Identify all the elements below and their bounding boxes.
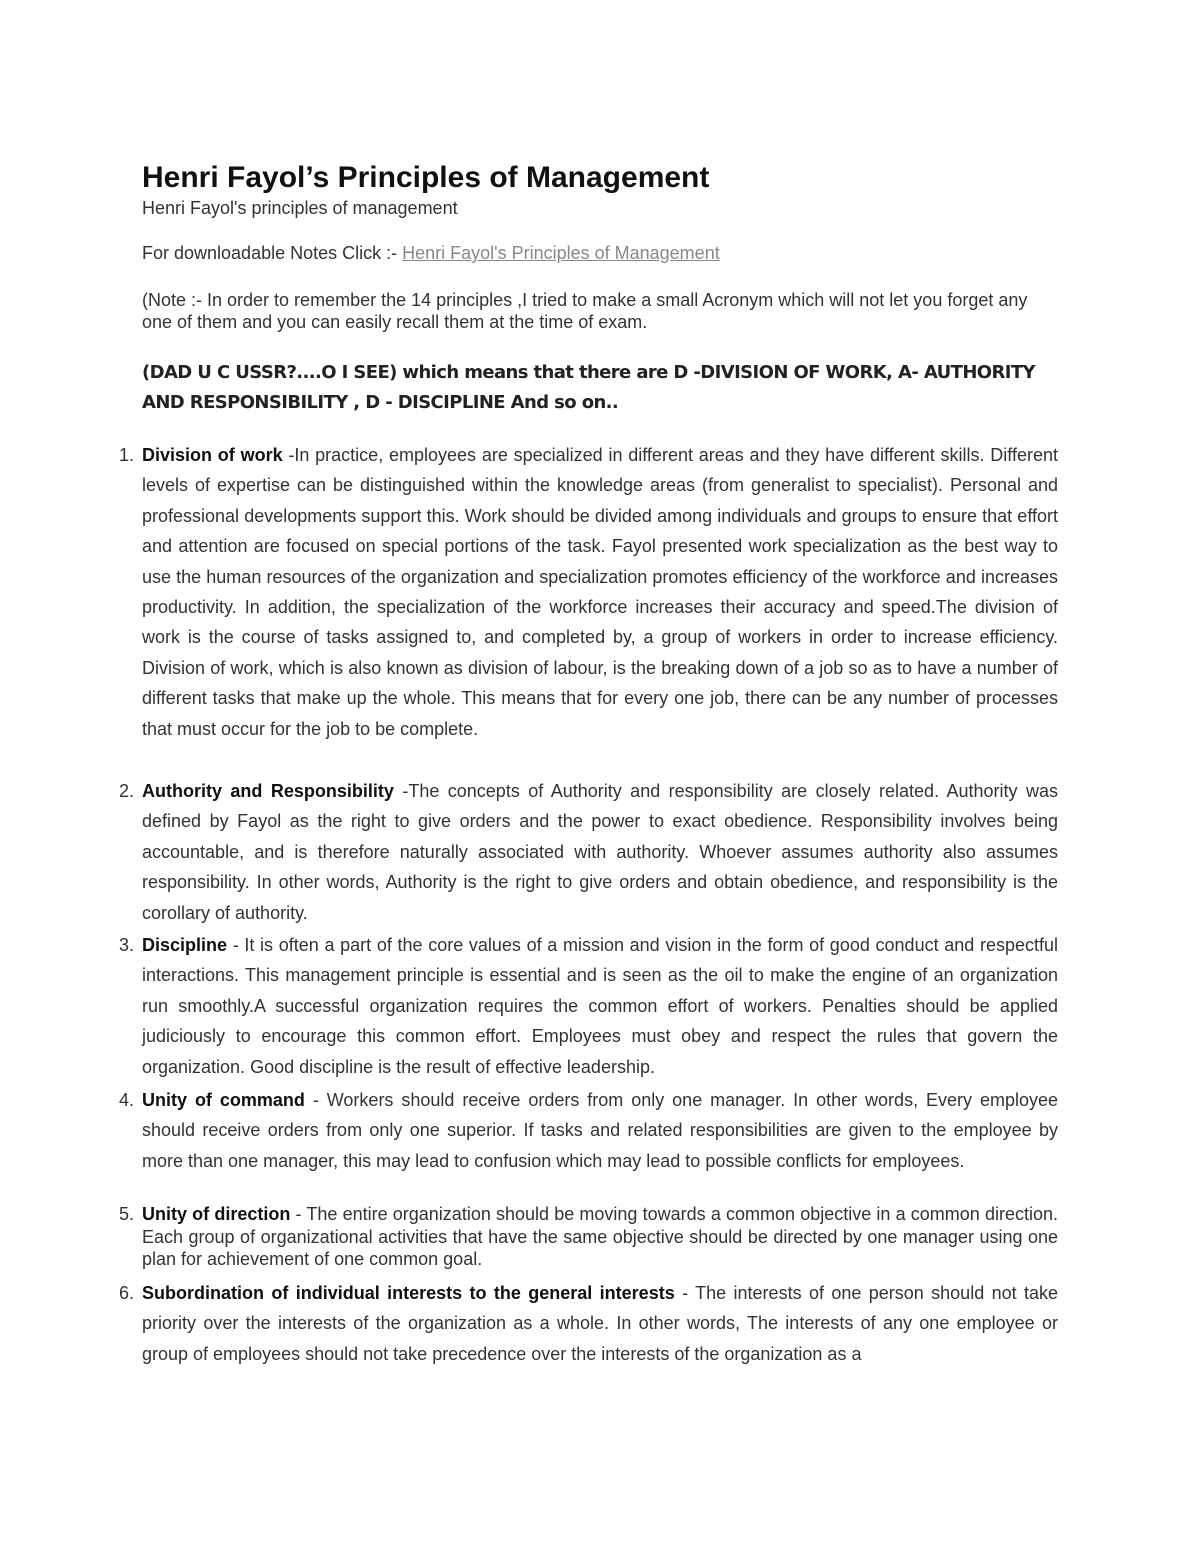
principle-text: - The interests of one person should not take priority over the interests of the organization as a whole. In other words, The interests of any one employee or group of employees should not take precedence over the interests of the organization as a — [142, 1283, 1059, 1364]
principle-heading: Division of work — [142, 445, 283, 465]
principle-heading: Authority and Responsibility — [142, 781, 394, 801]
acronym-explanation: (DAD U C USSR?....O I SEE) which means that there are D -DIVISION OF WORK, A- AUTHORITY AND RESPONSIBILITY , D - DISCIPLINE And so on.. — [142, 362, 1035, 413]
list-number: 6. — [118, 1283, 134, 1303]
principle-heading: Unity of direction — [142, 1204, 291, 1224]
principle-text: -The concepts of Authority and responsibility are closely related. Authority was defined by Fayol as the right to give orders and the power to exact obedience. Responsibility involves being accountable, and is therefore naturally associated with authority. Whoever assumes authority also assumes responsibility. In other words, Authority is the right to give orders and obtain obedience, and responsibility is the corollary of authority. — [142, 781, 1058, 923]
list-item — [118, 776, 1058, 928]
list-number: 3. — [118, 935, 134, 955]
principle-text: - The entire organization should be moving towards a common objective in a common direction. Each group of organizational activities that have the same objective should be directed by one manager using one plan for achievement of one common goal. — [142, 1204, 1059, 1269]
principle-text: - Workers should receive orders from only one manager. In other words, Every employee should receive orders from only one superior. If tasks and related responsibilities are given to the employee by more than one manager, this may lead to confusion which may lead to possible conflicts for employees. — [142, 1090, 1058, 1171]
list-item — [118, 440, 1058, 744]
document-subtitle: Henri Fayol's principles of management — [142, 198, 458, 218]
document-title: Henri Fayol’s Principles of Management — [142, 161, 710, 194]
principle-heading: Discipline — [142, 935, 228, 955]
download-notes-link[interactable]: Henri Fayol's Principles of Management — [402, 243, 720, 263]
list-item — [118, 1203, 1059, 1271]
list-item — [118, 930, 1058, 1082]
download-prefix: For downloadable Notes Click :- — [142, 243, 403, 263]
list-number: 4. — [118, 1090, 134, 1110]
list-item — [118, 1278, 1059, 1369]
principle-text: -In practice, employees are specialized in different areas and they have different skills. Different levels of expertise can be distinguished within the knowledge areas (from generalist to specialist). Personal and professional developments support this. Work should be divided among individuals and groups to ensure that effort and attention are focused on special portions of the task. Fayol presented work specialization as the best way to use the human resources of the organization and specialization promotes efficiency of the workforce and increases productivity. In addition, the specialization of the workforce increases their accuracy and speed.The division of work is the course of tasks assigned to, and completed by, a group of workers in order to increase efficiency. Division of work, which is also known as division of labour, is the breaking down of a job so as to have a number of different tasks that make up the whole. This means that for every one job, there can be any number of processes that must occur for the job to be complete. — [142, 445, 1058, 739]
list-number: 5. — [118, 1204, 134, 1224]
principle-heading: Unity of command — [142, 1090, 305, 1110]
list-number: 2. — [118, 781, 134, 801]
principle-text: - It is often a part of the core values of a mission and vision in the form of good conduct and respectful interactions. This management principle is essential and is seen as the oil to make the engine of an organization run smoothly.A successful organization requires the common effort of workers. Penalties should be applied judiciously to encourage this common effort. Employees must obey and respect the rules that govern the organization. Good discipline is the result of effective leadership. — [142, 935, 1058, 1077]
list-item — [118, 1085, 1058, 1176]
list-number: 1. — [118, 445, 134, 465]
download-line — [142, 242, 720, 264]
principle-heading: Subordination of individual interests to the general interests — [142, 1283, 675, 1303]
acronym-note: (Note :- In order to remember the 14 principles ,I tried to make a small Acronym which will not let you forget any one of them and you can easily recall them at the time of exam. — [142, 290, 1028, 332]
